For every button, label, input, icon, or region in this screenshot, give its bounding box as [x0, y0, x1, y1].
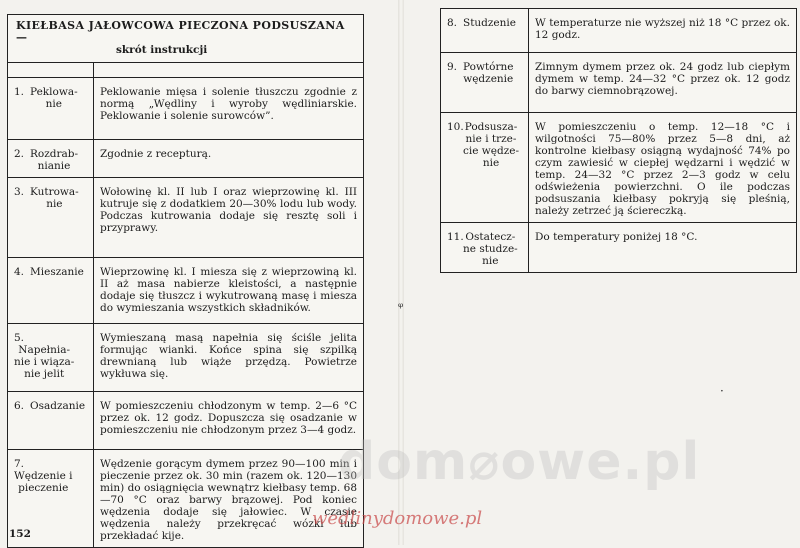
step-name-cell [8, 324, 94, 392]
step-name: Studzenie [463, 17, 516, 29]
step-row [8, 258, 364, 324]
step-row [441, 223, 797, 273]
step-number: 8. [447, 17, 458, 29]
margin-mark: ᵩ [398, 296, 404, 310]
step-row [8, 78, 364, 140]
right-steps [441, 9, 797, 273]
step-number: 1. [14, 86, 25, 98]
step-number: 5. [14, 332, 25, 344]
step-description: W temperaturze nie wyższej niż 18 °C przez ok. 12 godz. [529, 9, 797, 53]
step-name: Osadzanie [30, 400, 86, 412]
watermark-large: dom⌀owe.pl [338, 432, 701, 492]
table-header-row [8, 15, 364, 63]
step-row [441, 53, 797, 113]
step-description: Peklowanie mięsa i solenie tłuszczu zgodnie z normą „Wędliny i wyroby wędliniarskie. Peklowanie i solenie surowców”. [94, 78, 364, 140]
step-name: Rozdrab- nianie [30, 148, 79, 172]
step-number: 6. [14, 400, 25, 412]
step-description: Do temperatury poniżej 18 °C. [529, 223, 797, 273]
step-description: Wędzenie gorącym dymem przez 90—100 min i pieczenie przez ok. 30 min (razem ok. 120—130 min) do osiągnięcia wewnątrz kiełbasy temp. 68—70 °C oraz barwy brązowej. Pod koniec wędzenia dodaje się jałowiec. W czasie wędzenia należy przekręcać wózki lub przekładać kije. [94, 450, 364, 548]
watermark-small: wedlinydomowe.pl [312, 508, 483, 529]
left-steps [8, 78, 364, 548]
step-number: 11. [447, 231, 464, 243]
step-description: Wieprzowinę kl. I miesza się z wieprzowiną kl. II aż masa nabierze kleistości, a następnie dodaje się tłuszcz i wykutrowaną masę i miesza do wymieszania wszystkich składników. [94, 258, 364, 324]
margin-mark: · [720, 384, 724, 398]
step-number: 10. [447, 121, 464, 133]
step-name-cell [8, 140, 94, 178]
step-row [8, 140, 364, 178]
step-row [441, 9, 797, 53]
step-name-cell [441, 113, 529, 223]
step-name: Podsusza- nie i trze- cie wędze- nie [463, 121, 520, 169]
step-name-cell [441, 223, 529, 273]
step-name: Ostatecz- ne studze- nie [463, 231, 518, 267]
step-name: Wędzenie i pieczenie [14, 470, 73, 494]
step-row [441, 113, 797, 223]
step-name: Peklowa- nie [30, 86, 78, 110]
page-number: 152 [9, 528, 31, 540]
step-description: Wymieszaną masą napełnia się ściśle jelita formując wianki. Końce spina się szpilką drewnianą lub wiąże przędzą. Powietrze wykłuwa się. [94, 324, 364, 392]
step-description: Zimnym dymem przez ok. 24 godz lub ciepłym dymem w temp. 24—32 °C przez ok. 12 godz do barwy ciemnobrązowej. [529, 53, 797, 113]
page-title: KIEŁBASA JAŁOWCOWA PIECZONA PODSUSZANA — [16, 19, 345, 44]
step-name: Powtórne wędzenie [463, 61, 514, 85]
step-name: Kutrowa- nie [30, 186, 79, 210]
step-name-cell [441, 53, 529, 113]
step-name-cell [8, 78, 94, 140]
step-description: W pomieszczeniu chłodzonym w temp. 2—6 °C przez ok. 12 godz. Dopuszcza się osadzanie w pomieszczeniu nie chłodzonym przez 3—4 godz. [94, 392, 364, 450]
step-row [8, 450, 364, 548]
step-description: Wołowinę kl. II lub I oraz wieprzowinę kl. III kutruje się z dodatkiem 20—30% lodu lub wody. Podczas kutrowania dodaje się resztę soli i przyprawy. [94, 178, 364, 258]
step-row [8, 392, 364, 450]
step-name-cell [8, 178, 94, 258]
instruction-table-left [7, 14, 364, 548]
step-name: Napełnia- nie i wiąza- nie jelit [14, 344, 75, 380]
step-description: Zgodnie z recepturą. [94, 140, 364, 178]
step-name: Mieszanie [30, 266, 84, 278]
step-number: 2. [14, 148, 25, 160]
step-name-cell [8, 258, 94, 324]
instruction-table-right [440, 8, 797, 273]
step-name-cell [441, 9, 529, 53]
step-number: 4. [14, 266, 25, 278]
step-row [8, 324, 364, 392]
step-description: W pomieszczeniu o temp. 12—18 °C i wilgotności 75—80% przez 5—8 dni, aż kontrolne kiełbasy osiągną wydajność 74% po czym zawiesić w ciepłej wędzarni i wędzić w temp. 24—32 °C przez 2—3 godz w celu odświeżenia powierzchni. O ile podczas podsuszania kiełbasy pokryją się pleśnią, należy zetrzeć ją ściereczką. [529, 113, 797, 223]
step-name-cell [8, 392, 94, 450]
step-number: 7. [14, 458, 25, 470]
step-row [8, 178, 364, 258]
step-number: 9. [447, 61, 458, 73]
step-number: 3. [14, 186, 25, 198]
page-subtitle: skrót instrukcji [116, 44, 208, 56]
